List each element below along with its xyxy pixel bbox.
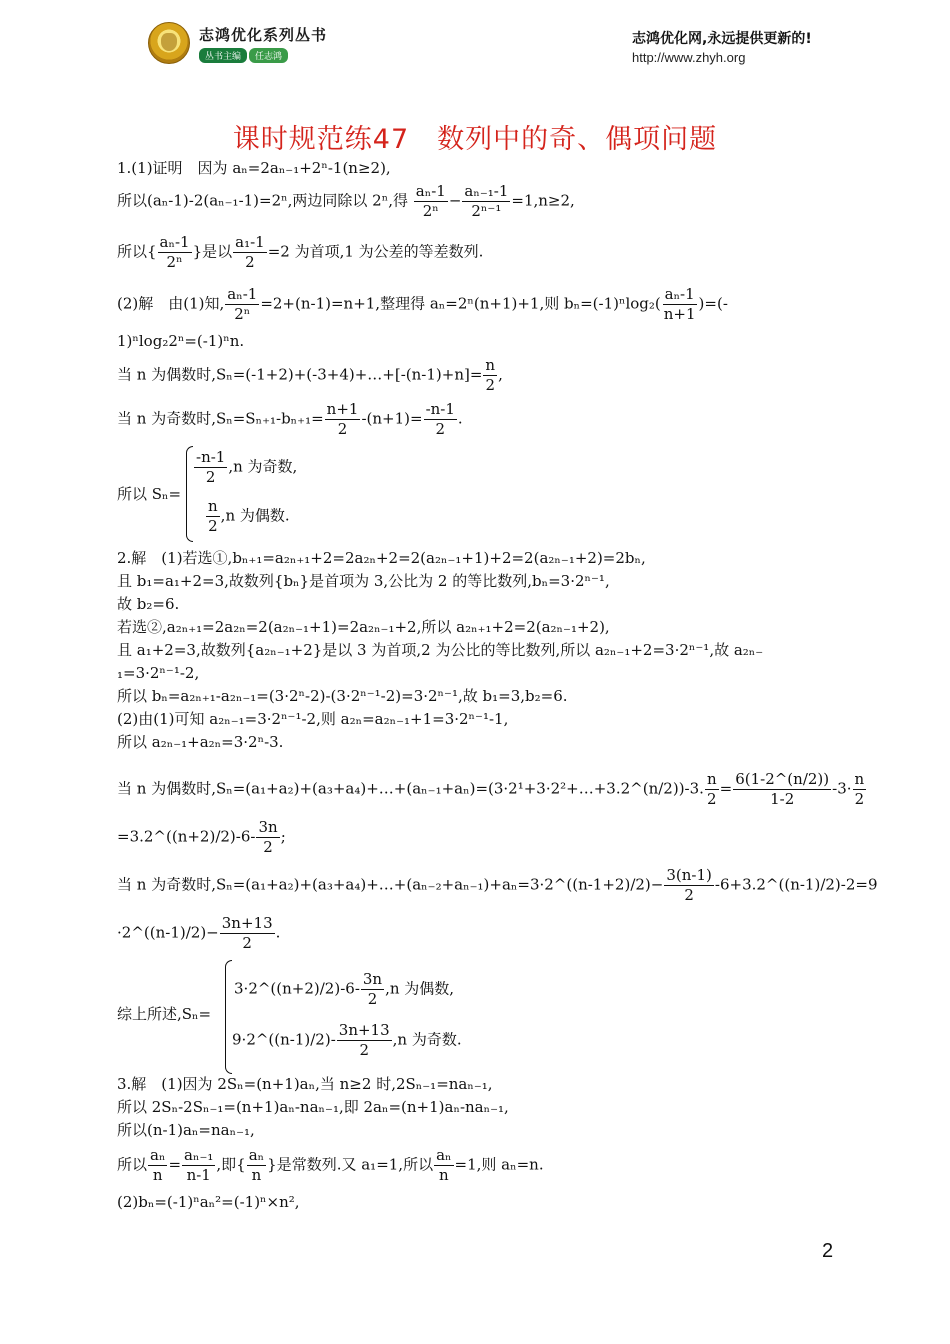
editor-name: 任志鸿	[249, 48, 288, 63]
fraction: $\frac{-n-1}{2}$	[196, 448, 226, 486]
fraction: $\frac{\text{aₙ₋₁}}{n-1}$	[184, 1146, 214, 1184]
text-line: 所以(n-1)aₙ=naₙ₋₁,	[117, 1121, 255, 1139]
case-brace	[186, 446, 193, 542]
text-line: (2)由(1)可知 a₂ₙ₋₁=3·2ⁿ⁻¹-2,则 a₂ₙ=a₂ₙ₋₁+1=3·2ⁿ⁻¹-1,	[117, 710, 509, 728]
text-line: 且 a₁+2=3,故数列{a₂ₙ₋₁+2}是以 3 为首项,2 为公比的等比数列,所以 a₂ₙ₋₁+2=3·2ⁿ⁻¹,故 a₂ₙ₋	[117, 641, 764, 659]
brand-title: 志鸿优化系列丛书	[199, 26, 328, 44]
text-line: (2)bₙ=(-1)ⁿaₙ²=(-1)ⁿ×n²,	[117, 1193, 300, 1211]
fraction: $\frac{\text{aₙ}}{n}$	[436, 1146, 452, 1184]
text-line: 所以 2Sₙ-2Sₙ₋₁=(n+1)aₙ-naₙ₋₁,即 2aₙ=(n+1)aₙ-naₙ₋₁,	[117, 1098, 509, 1116]
text-line: 故 b₂=6.	[117, 595, 180, 613]
site-url-link[interactable]: http://www.zhyh.org	[632, 50, 746, 65]
text-line: 若选②,a₂ₙ₊₁=2a₂ₙ=2(a₂ₙ₋₁+1)=2a₂ₙ₋₁+2,所以 a₂ₙ₊₁+2=2(a₂ₙ₋₁+2),	[117, 618, 610, 636]
math-line: 当 n 为奇数时,Sₙ=(a₁+a₂)+(a₃+a₄)+…+(aₙ₋₂+aₙ₋₁)+aₙ=3·2^((n-1+2)/2)− $\frac{3(n-1)}{2}$ -6+3.2^((n-1)/2)-2=9	[117, 866, 878, 904]
math-line: 当 n 为奇数时,Sₙ=Sₙ₊₁-bₙ₊₁= $\frac{n+1}{2}$ -(n+1)= $\frac{-n-1}{2}$ .	[117, 400, 463, 438]
text-line: 所以 a₂ₙ₋₁+a₂ₙ=3·2ⁿ-3.	[117, 733, 284, 751]
power-term: 2^((n-1)/2)	[756, 875, 841, 894]
text-line: 2.解 (1)若选①,bₙ₊₁=a₂ₙ₊₁+2=2a₂ₙ+2=2(a₂ₙ₋₁+1)+2=2(a₂ₙ₋₁+2)=2bₙ,	[117, 549, 646, 567]
fraction: $\frac{\text{aₙ-1}}{\text{2ⁿ}}$	[227, 285, 258, 323]
math-line: 当 n 为偶数时,Sₙ=(-1+2)+(-3+4)+…+[-(n-1)+n]= $\frac{n}{2}$ ,	[117, 356, 503, 394]
case-brace	[225, 960, 232, 1074]
fraction: $\frac{\text{aₙ₋₁-1}}{\text{2ⁿ⁻¹}}$	[464, 182, 509, 220]
math-line: 所以{ $\frac{\text{aₙ-1}}{\text{2ⁿ}}$ }是以 $\frac{\text{a₁-1}}{2}$ =2 为首项,1 为公差的等差数列.	[117, 233, 484, 271]
fraction: $\frac{n+1}{2}$	[326, 400, 359, 438]
fraction: $\frac{-n-1}{2}$	[425, 400, 455, 438]
math-line: =3.2^((n+2)/2)-6- $\frac{3n}{2}$ ;	[117, 818, 286, 856]
fraction: $\frac{\text{aₙ-1}}{\text{2ⁿ}}$	[159, 233, 190, 271]
power-term: 2^((n+2)/2)	[248, 979, 341, 998]
math-line: $\frac{-n-1}{2}$ ,n 为奇数,	[196, 448, 298, 486]
editor-label: 丛书主编	[199, 48, 247, 63]
fraction: $\frac{3n}{2}$	[258, 818, 278, 856]
fraction: $\frac{\text{aₙ}}{n}$	[248, 1146, 265, 1184]
math-line: 所以 $\frac{\text{aₙ}}{n}$ = $\frac{\text{aₙ₋₁}}{n-1}$ ,即{ $\frac{\text{aₙ}}{n}$ }是常数列.又 a₁=1,所以 $\frac{\text{aₙ}}{n}$ =1,则 aₙ=n.	[117, 1146, 544, 1184]
page-number: 2	[822, 1240, 834, 1262]
text-line: 综上所述,Sₙ=	[117, 1005, 212, 1023]
text-line: 所以 bₙ=a₂ₙ₊₁-a₂ₙ₋₁=(3·2ⁿ-2)-(3·2ⁿ⁻¹-2)=3·2ⁿ⁻¹,故 b₁=3,b₂=6.	[117, 687, 568, 705]
site-slogan: 志鸿优化网,永远提供更新的!	[632, 31, 812, 47]
text-line: 1)ⁿlog₂2ⁿ=(-1)ⁿn.	[117, 332, 245, 350]
power-term: 2^((n-1)/2)	[246, 1030, 331, 1049]
fraction: $\frac{3(n-1)}{2}$	[666, 866, 712, 904]
text-line: 且 b₁=a₁+2=3,故数列{bₙ}是首项为 3,公比为 2 的等比数列,bₙ=3·2ⁿ⁻¹,	[117, 572, 610, 590]
math-line: $\frac{n}{2}$ ,n 为偶数.	[208, 497, 290, 535]
fraction: $\frac{n}{2}$	[208, 497, 218, 535]
fraction: $\frac{n}{2}$	[706, 770, 717, 808]
brand-editor	[199, 48, 288, 63]
text-line: ₁=3·2ⁿ⁻¹-2,	[117, 664, 200, 682]
fraction: $\frac{\text{aₙ}}{n}$	[150, 1146, 166, 1184]
page-title: 课时规范练47 数列中的奇、偶项问题	[232, 124, 718, 155]
math-line: 所以(aₙ-1)-2(aₙ₋₁-1)=2ⁿ,两边同除以 2ⁿ,得 $\frac{\text{aₙ-1}}{\text{2ⁿ}}$ − $\frac{\text{aₙ₋₁-1}}{\text{2ⁿ⁻¹}}$ =1,n≥2,	[117, 182, 575, 220]
fraction: $\frac{6(1-2\^{}(n/2))}{1-2}$	[735, 770, 830, 808]
power-term: 2^((n-1)/2)	[121, 923, 207, 942]
power-term: 2^(n/2)	[620, 779, 679, 798]
text-line: 3.解 (1)因为 2Sₙ=(n+1)aₙ,当 n≥2 时,2Sₙ₋₁=naₙ₋₁,	[117, 1075, 493, 1093]
power-term: 2^((n+2)/2)	[143, 827, 236, 846]
math-line: ·2^((n-1)/2)− $\frac{3n+13}{2}$ .	[117, 914, 281, 952]
fraction: $\frac{\text{a₁-1}}{2}$	[235, 233, 265, 271]
fraction: $\frac{\text{aₙ-1}}{n+1}$	[663, 285, 696, 323]
fraction: $\frac{n}{2}$	[485, 356, 496, 394]
fraction: $\frac{3n+13}{2}$	[221, 914, 273, 952]
text-line: 1.(1)证明 因为 aₙ=2aₙ₋₁+2ⁿ-1(n≥2),	[117, 159, 391, 177]
text-line: 所以 Sₙ=	[117, 485, 182, 503]
power-term: 2^((n-1+2)/2)	[544, 875, 651, 894]
publisher-logo	[148, 22, 190, 64]
fraction: $\frac{3n}{2}$	[362, 970, 383, 1008]
math-line: (2)解 由(1)知, $\frac{\text{aₙ-1}}{\text{2ⁿ}}$ =2+(n-1)=n+1,整理得 aₙ=2ⁿ(n+1)+1,则 bₙ=(-1)ⁿlog₂( $\frac{\text{aₙ-1}}{n+1}$ )=(-	[117, 285, 728, 323]
math-line: 3·2^((n+2)/2)-6- $\frac{3n}{2}$ ,n 为偶数,	[234, 970, 455, 1008]
fraction: $\frac{3n+13}{2}$	[338, 1021, 390, 1059]
fraction: $\frac{\text{aₙ-1}}{\text{2ⁿ}}$	[415, 182, 446, 220]
math-line: 9·2^((n-1)/2)- $\frac{3n+13}{2}$ ,n 为奇数.	[232, 1021, 462, 1059]
fraction: $\frac{n}{2}$	[854, 770, 865, 808]
math-line: 当 n 为偶数时,Sₙ=(a₁+a₂)+(a₃+a₄)+…+(aₙ₋₁+aₙ)=(3·2¹+3·2²+…+3.2^(n/2))-3. $\frac{n}{2}$ = $\frac{6(1-2\^{}(n/2))}{1-2}$ -3· $\frac{n}{2}$	[117, 770, 865, 808]
